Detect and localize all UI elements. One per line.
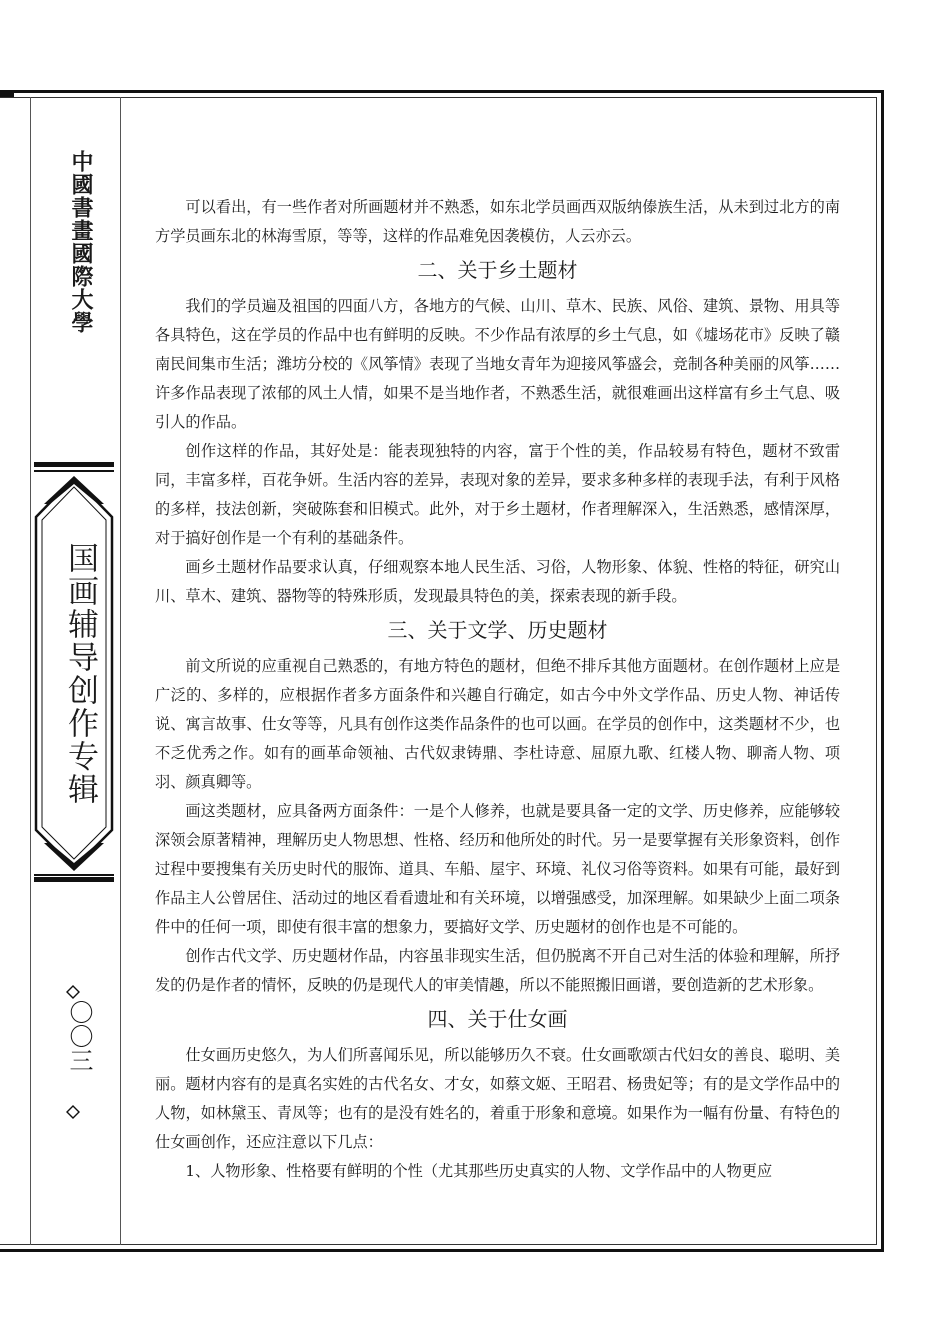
spine-divider-right <box>120 97 121 1245</box>
diamond-outline-icon <box>66 985 80 999</box>
paragraph: 仕女画历史悠久，为人们所喜闻乐见，所以能够历久不衰。仕女画歌颂古代妇女的善良、聪明、美丽。题材内容有的是真名实姓的古代名女、才女，如蔡文姬、王昭君、杨贵妃等；有的是文学作品中的人物，如林黛玉、青凤等；也有的是没有姓名的，着重于形象和意境。如果作为一幅有份量、有特色的仕女画创作，还应注意以下几点： <box>155 1046 840 1151</box>
spine-title: 中國書畫國際大學 <box>68 150 93 334</box>
page-number: 〇〇三 <box>65 1000 93 1072</box>
paragraph: 创作这样的作品，其好处是：能表现独特的内容，富于个性的美，作品较易有特色，题材不致雷同，丰富多样，百花争妍。生活内容的差异，表现对象的差异，要求多种多样的表现手法，有利于风格的多样，技法创新，突破陈套和旧模式。此外，对于乡土题材，作者理解深入，生活熟悉，感情深厚，对于搞好创作是一个有利的基础条件。 <box>155 442 840 547</box>
paragraph: 前文所说的应重视自己熟悉的，有地方特色的题材，但绝不排斥其他方面题材。在创作题材上应是广泛的、多样的，应根据作者多方面条件和兴趣自行确定，如古今中外文学作品、历史人物、神话传说、寓言故事、仕女等等，凡具有创作这类作品条件的也可以画。在学员的创作中，这类题材不少，也不乏优秀之作。如有的画革命领袖、古代奴隶铸鼎、李杜诗意、屈原九歌、红楼人物、聊斋人物、项羽、颜真卿等。 <box>155 657 840 791</box>
paragraph: 画这类题材，应具备两方面条件：一是个人修养，也就是要具备一定的文学、历史修养，应能够较深领会原著精神，理解历史人物思想、性格、经历和他所处的时代。另一是要掌握有关形象资料，创作过程中要搜集有关历史时代的服饰、道具、车船、屋宇、环境、礼仪习俗等资料。如果有可能，最好到作品主人公曾居住、活动过的地区看看遗址和有关环境，以增强感受，加深理解。如果缺少上面二项条件中的任何一项，即使有很丰富的想象力，要搞好文学、历史题材的创作也是不可能的。 <box>155 802 840 936</box>
paragraph: 可以看出，有一些作者对所画题材并不熟悉，如东北学员画西双版纳傣族生活，从未到过北方的南方学员画东北的林海雪原，等等，这样的作品难免因袭模仿，人云亦云。 <box>155 198 840 245</box>
emblem-frame <box>28 462 120 882</box>
diamond-outline-icon <box>66 1105 80 1119</box>
paragraph: 我们的学员遍及祖国的四面八方，各地方的气候、山川、草木、民族、风俗、建筑、景物、用具等各具特色，这在学员的作品中也有鲜明的反映。不少作品有浓厚的乡土气息，如《墟场花市》反映了赣南民间集市生活；潍坊分校的《风筝情》表现了当地女青年为迎接风筝盛会，竞制各种美丽的风筝……许多作品表现了浓郁的风土人情，如果不是当地作者，不熟悉生活，就很难画出这样富有乡土气息、吸引人的作品。 <box>155 297 840 431</box>
emblem-title: 国画辅导创作专辑 <box>62 542 98 806</box>
paragraph: 创作古代文学、历史题材作品，内容虽非现实生活，但仍脱离不开自己对生活的体验和理解，所抒发的仍是作者的情怀，反映的仍是现代人的审美情趣，所以不能照搬旧画谱，要创造新的艺术形象。 <box>155 947 840 994</box>
article-body <box>155 193 840 1186</box>
section-heading: 二、关于乡土题材 <box>417 258 578 282</box>
left-edge-rule <box>0 93 14 97</box>
paragraph: 画乡土题材作品要求认真，仔细观察本地人民生活、习俗，人物形象、体貌、性格的特征，研究山川、草木、建筑、器物等的特殊形质，发现最具特色的美，探索表现的新手段。 <box>155 558 840 605</box>
paragraph: 1、人物形象、性格要有鲜明的个性（尤其那些历史真实的人物、文学作品中的人物更应 <box>185 1162 773 1180</box>
section-heading: 三、关于文学、历史题材 <box>387 618 608 642</box>
section-heading: 四、关于仕女画 <box>427 1007 568 1031</box>
